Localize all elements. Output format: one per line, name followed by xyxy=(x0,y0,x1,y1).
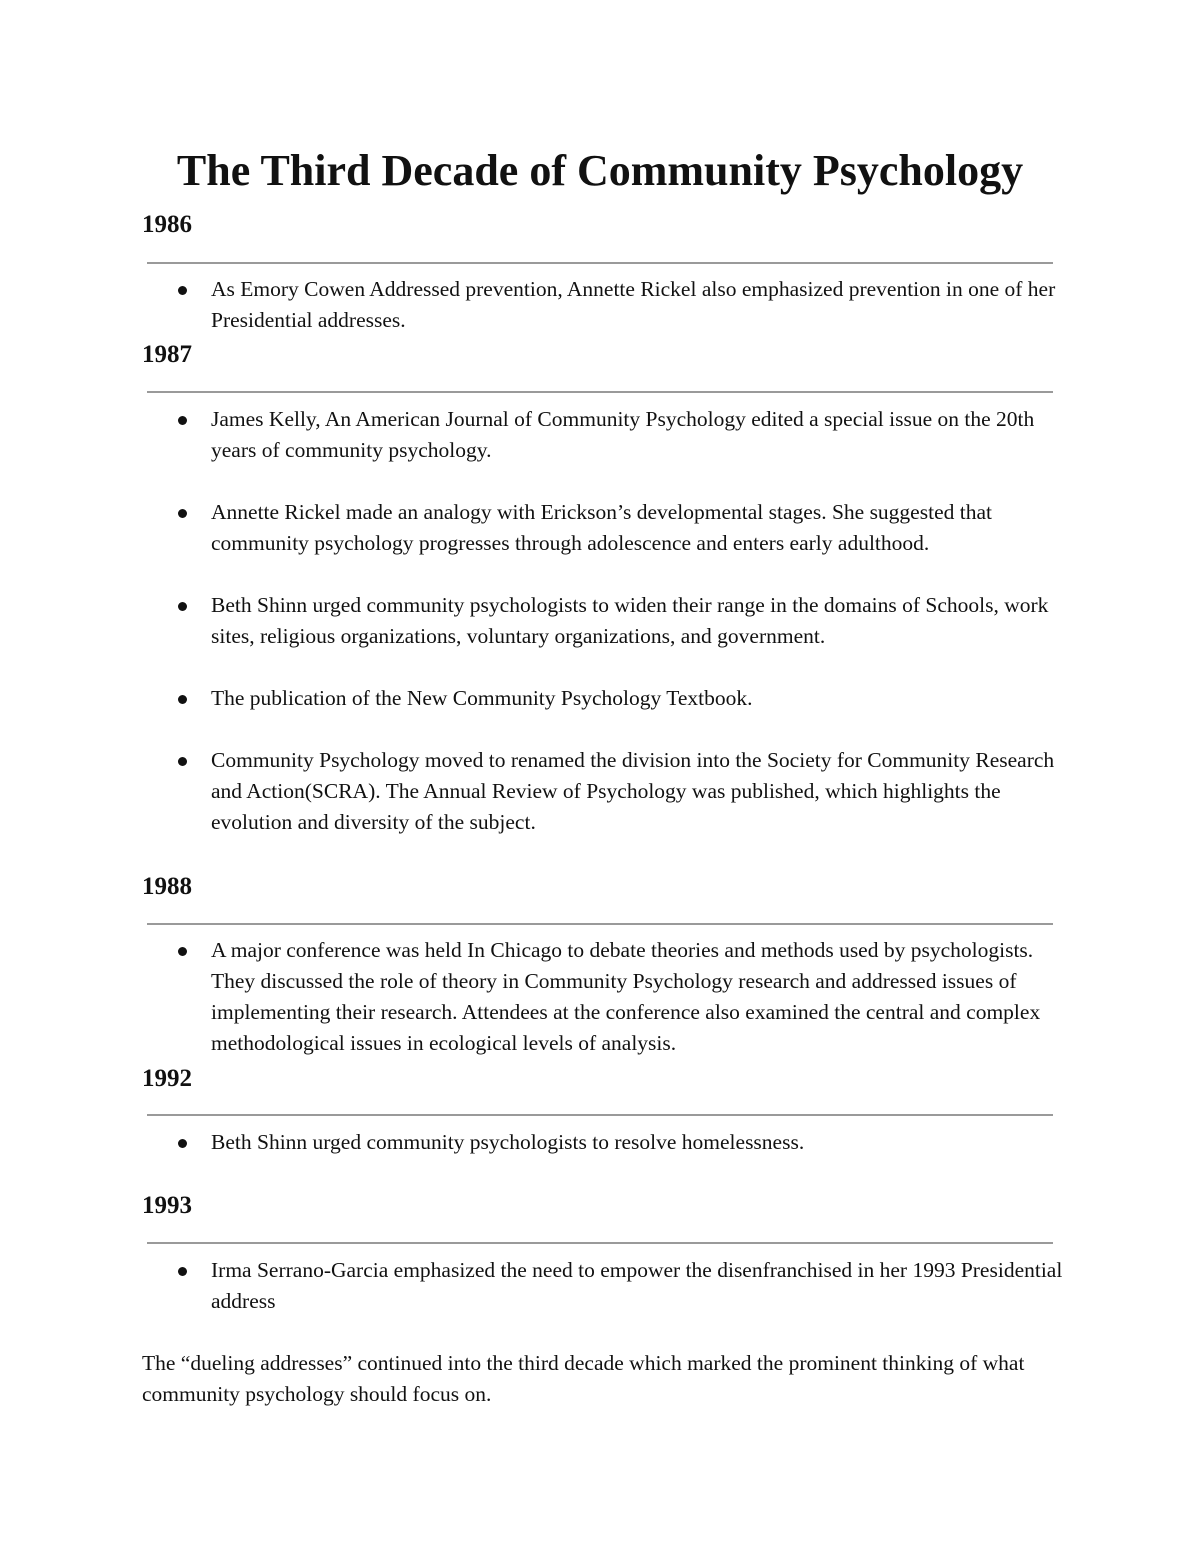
list-item-text: Beth Shinn urged community psychologists to resolve homelessness. xyxy=(211,1130,805,1154)
year-heading: 1988 xyxy=(142,873,192,900)
divider-line xyxy=(147,391,1053,393)
list-item-text: Irma Serrano-Garcia emphasized the need to empower the disenfranchised in her 1993 Presidential address xyxy=(211,1258,1063,1313)
bullet-icon xyxy=(178,757,187,766)
document-title: The Third Decade of Community Psychology xyxy=(176,146,1024,195)
list-item-text: A major conference was held In Chicago to debate theories and methods used by psychologists. They discussed the role of theory in Community Psychology research and addressed issues of implementing their research. Attendees at the conference also examined the central and complex methodological issues in ecological levels of analysis. xyxy=(211,938,1041,1055)
closing-paragraph: The “dueling addresses” continued into the third decade which marked the prominent thinking of what community psychology should focus on. xyxy=(142,1351,1025,1406)
bullet-icon xyxy=(178,509,187,518)
bullet-icon xyxy=(178,416,187,425)
list-item-text: Annette Rickel made an analogy with Erickson’s developmental stages. She suggested that community psychology progresses through adolescence and enters early adulthood. xyxy=(211,500,992,555)
list-item-text: Community Psychology moved to renamed the division into the Society for Community Research and Action(SCRA). The Annual Review of Psychology was published, which highlights the evolution and diversity of the subject. xyxy=(211,748,1055,834)
year-heading: 1992 xyxy=(142,1065,192,1092)
bullet-icon xyxy=(178,602,187,611)
bullet-icon xyxy=(178,695,187,704)
list-item-text: As Emory Cowen Addressed prevention, Annette Rickel also emphasized prevention in one of her Presidential addresses. xyxy=(211,277,1056,332)
divider-line xyxy=(147,262,1053,264)
list-item-text: The publication of the New Community Psychology Textbook. xyxy=(211,686,753,710)
list-item-text: James Kelly, An American Journal of Community Psychology edited a special issue on the 20th years of community psychology. xyxy=(211,407,1035,462)
bullet-icon xyxy=(178,1267,187,1276)
bullet-icon xyxy=(178,947,187,956)
year-heading: 1987 xyxy=(142,341,192,368)
bullet-icon xyxy=(178,1139,187,1148)
divider-line xyxy=(147,923,1053,925)
divider-line xyxy=(147,1114,1053,1116)
year-heading: 1986 xyxy=(142,211,192,238)
list-item-text: Beth Shinn urged community psychologists to widen their range in the domains of Schools, work sites, religious organizations, voluntary organizations, and government. xyxy=(211,593,1049,648)
year-heading: 1993 xyxy=(142,1192,192,1219)
bullet-icon xyxy=(178,286,187,295)
divider-line xyxy=(147,1242,1053,1244)
